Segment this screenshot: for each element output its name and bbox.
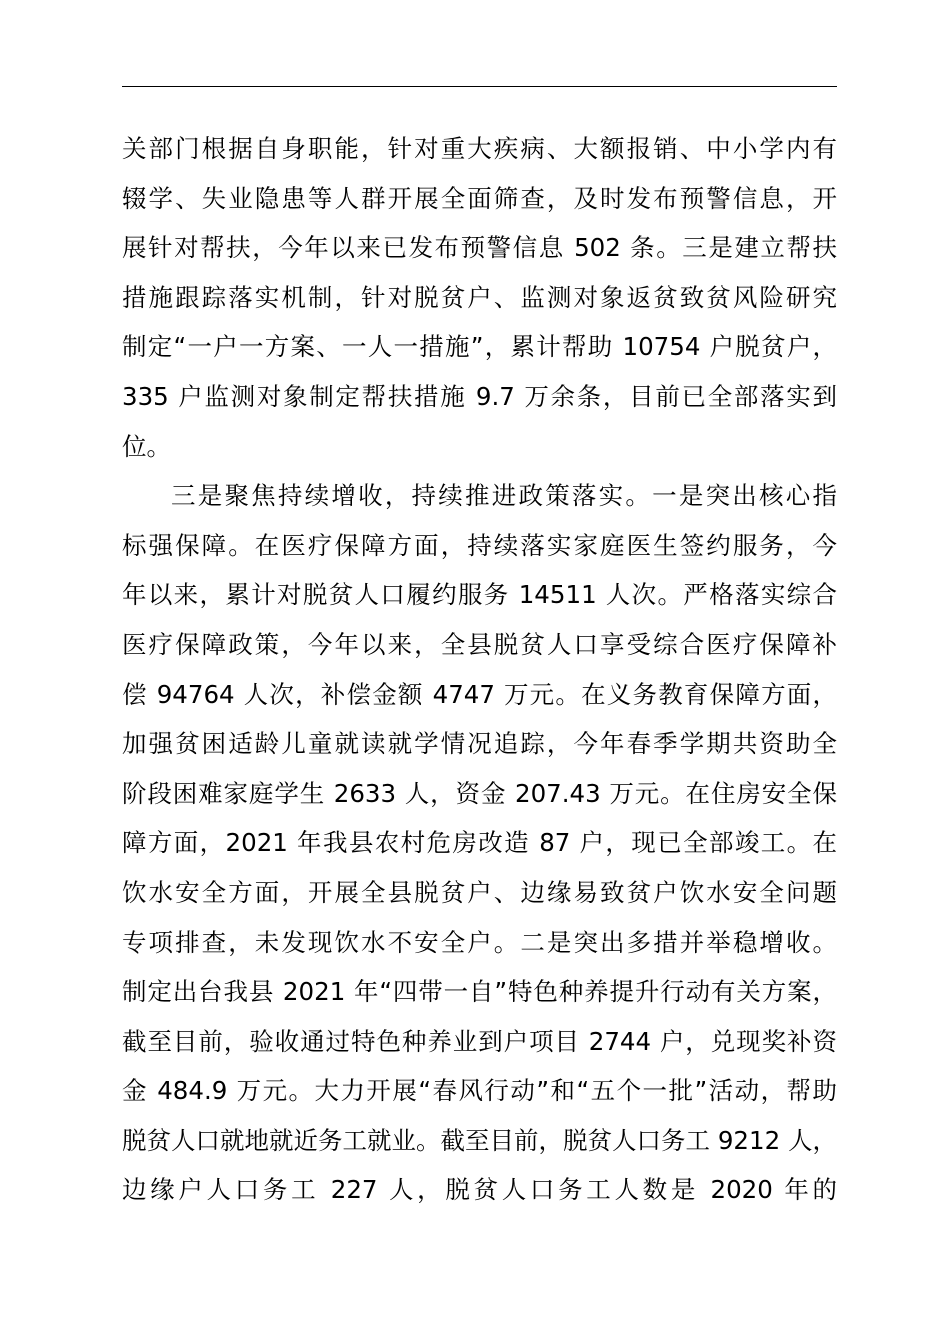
text-line: 饮水安全方面，开展全县脱贫户、边缘易致贫户饮水安全问题 — [122, 877, 837, 907]
text-line: 335 户监测对象制定帮扶措施 9.7 万余条，目前已全部落实到 — [122, 381, 837, 411]
text-line: 三是聚焦持续增收，持续推进政策落实。一是突出核心指 — [171, 481, 837, 511]
text-line: 年以来，累计对脱贫人口履约服务 14511 人次。严格落实综合 — [122, 580, 837, 610]
text-line: 偿 94764 人次，补偿金额 4747 万元。在义务教育保障方面， — [122, 679, 837, 709]
text-line: 截至目前，验收通过特色种养业到户项目 2744 户，兑现奖补资 — [122, 1026, 837, 1056]
document-body — [122, 124, 837, 1265]
header-rule — [122, 86, 837, 87]
text-line: 措施跟踪落实机制，针对脱贫户、监测对象返贫致贫风险研究 — [122, 282, 837, 312]
text-line: 障方面，2021 年我县农村危房改造 87 户，现已全部竣工。在 — [122, 828, 837, 858]
text-line: 专项排查，未发现饮水不安全户。二是突出多措并举稳增收。 — [122, 927, 837, 957]
paragraph — [122, 471, 837, 1265]
text-line: 辍学、失业隐患等人群开展全面筛查，及时发布预警信息，开 — [122, 183, 837, 213]
text-line — [122, 1215, 837, 1265]
text-line: 医疗保障政策，今年以来，全县脱贫人口享受综合医疗保障补 — [122, 629, 837, 659]
text-line: 展针对帮扶，今年以来已发布预警信息 502 条。三是建立帮扶 — [122, 233, 837, 263]
text-line: 脱贫人口就地就近务工就业。截至目前，脱贫人口务工 9212 人， — [122, 1125, 837, 1155]
text-line: 金 484.9 万元。大力开展“春风行动”和“五个一批”活动，帮助 — [122, 1076, 837, 1106]
paragraph — [122, 124, 837, 471]
text-line: 加强贫困适龄儿童就读就学情况追踪，今年春季学期共资助全 — [122, 729, 837, 759]
text-line: 关部门根据自身职能，针对重大疾病、大额报销、中小学内有 — [122, 134, 837, 163]
text-line: 制定出台我县 2021 年“四带一自”特色种养提升行动有关方案， — [122, 977, 837, 1007]
text-line: 边缘户人口务工 227 人，脱贫人口务工人数是 2020 年的 — [122, 1175, 837, 1205]
text-line: 标强保障。在医疗保障方面，持续落实家庭医生签约服务，今 — [122, 530, 837, 560]
text-line: 位。 — [122, 431, 171, 461]
text-line: 制定“一户一方案、一人一措施”，累计帮助 10754 户脱贫户， — [122, 332, 837, 362]
text-line: 阶段困难家庭学生 2633 人，资金 207.43 万元。在住房安全保 — [122, 778, 837, 808]
